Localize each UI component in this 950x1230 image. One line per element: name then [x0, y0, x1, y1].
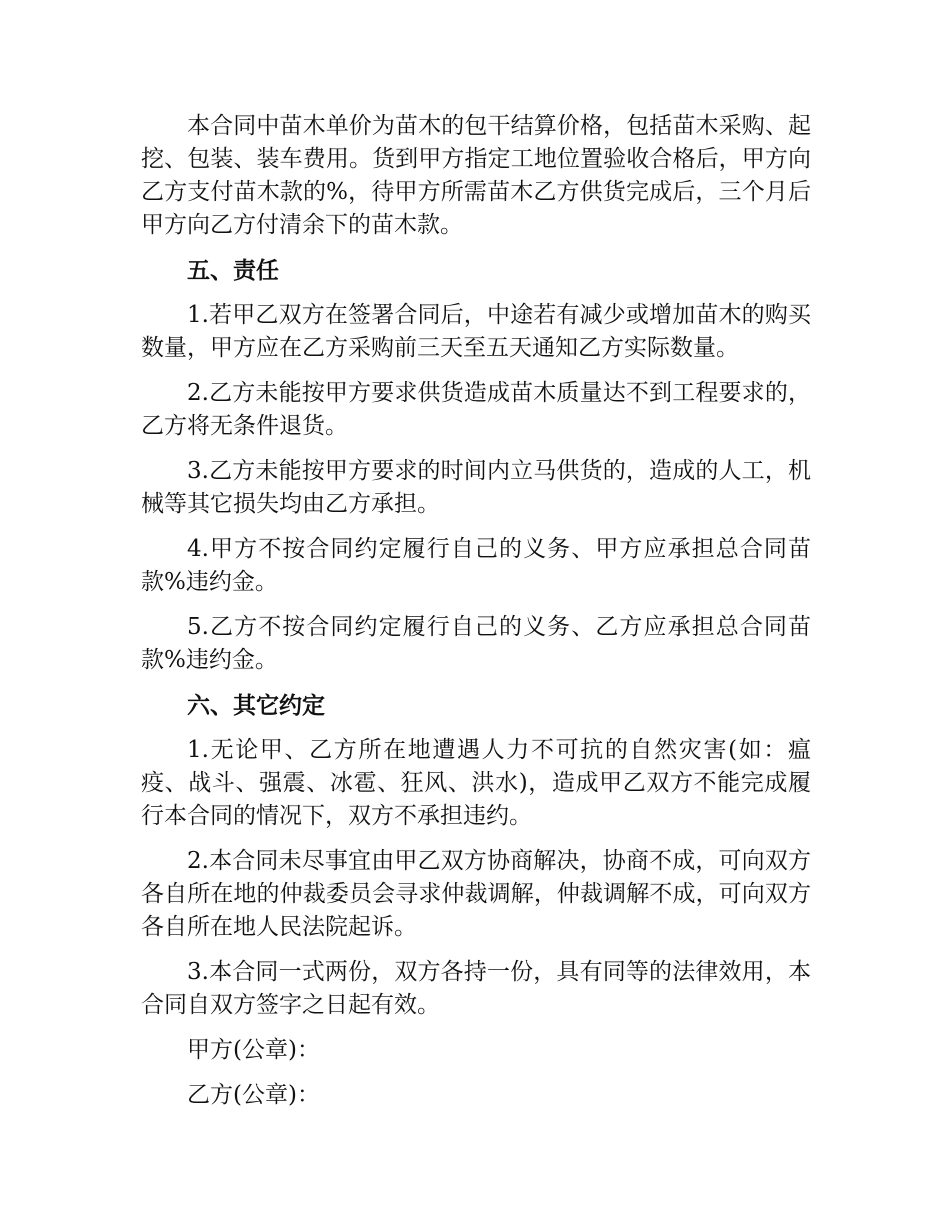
section-heading-other-agreements: 六、其它约定: [187, 692, 325, 719]
document-page: [141, 110, 811, 1124]
agreement-item: 3.本合同一式两份，双方各持一份，具有同等的法律效用，本合同自双方签字之日起有效。: [141, 959, 811, 1018]
party-a-seal-label: 甲方(公章)：: [187, 1037, 320, 1063]
responsibility-item: 1.若甲乙双方在签署合同后，中途若有减少或增加苗木的购买数量，甲方应在乙方采购前三天至五天通知乙方实际数量。: [141, 302, 811, 361]
party-b-seal-label: 乙方(公章)：: [187, 1082, 320, 1108]
responsibility-item: 5.乙方不按合同约定履行自己的义务、乙方应承担总合同苗款%违约金。: [141, 614, 811, 673]
responsibility-item: 3.乙方未能按甲方要求的时间内立马供货的，造成的人工，机械等其它损失均由乙方承担。: [141, 458, 811, 517]
section-heading-responsibility: 五、责任: [187, 257, 279, 284]
responsibility-item: 4.甲方不按合同约定履行自己的义务、甲方应承担总合同苗款%违约金。: [141, 536, 811, 595]
responsibility-item: 2.乙方未能按甲方要求供货造成苗木质量达不到工程要求的，乙方将无条件退货。: [141, 380, 811, 439]
agreement-item: 1.无论甲、乙方所在地遭遇人力不可抗的自然灾害(如：瘟疫、战斗、强震、冰雹、狂风、洪水)，造成甲乙双方不能完成履行本合同的情况下，双方不承担违约。: [141, 737, 811, 829]
agreement-item: 2.本合同未尽事宜由甲乙双方协商解决，协商不成，可向双方各自所在地的仲裁委员会寻求仲裁调解，仲裁调解不成，可向双方各自所在地人民法院起诉。: [141, 848, 811, 940]
payment-paragraph: 本合同中苗木单价为苗木的包干结算价格，包括苗木采购、起挖、包装、装车费用。货到甲方指定工地位置验收合格后，甲方向乙方支付苗木款的%，待甲方所需苗木乙方供货完成后，三个月后甲方向乙方付清余下的苗木款。: [141, 113, 811, 238]
